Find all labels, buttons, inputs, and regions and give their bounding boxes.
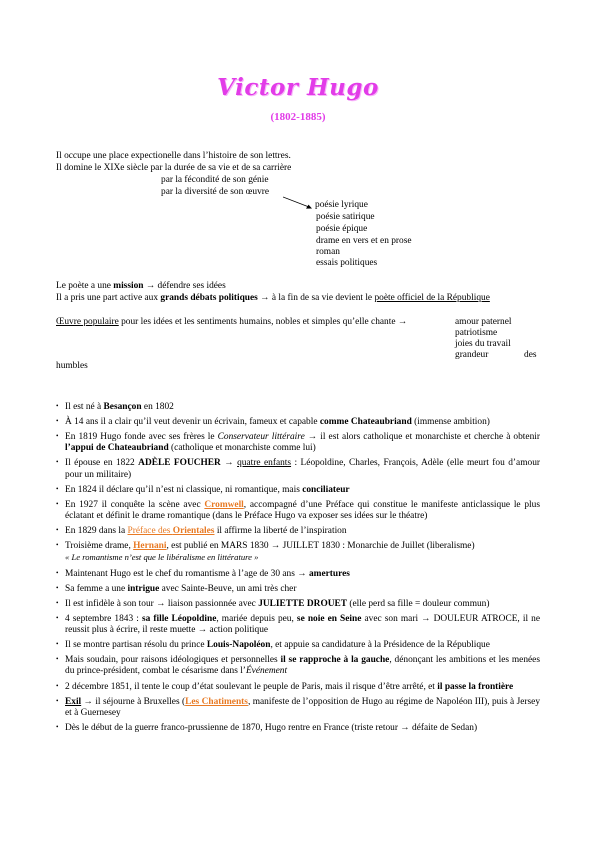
debats-bold: grands débats politiques (160, 293, 258, 303)
list-item: • En 1824 il déclare qu’il n’est ni classique, ni romantique, mais conciliateur (56, 485, 540, 496)
intro-line-3: par la fécondité de son génie (161, 175, 269, 185)
mission-word: mission (113, 281, 144, 291)
oeuvre-theme: joies du travail (455, 339, 511, 349)
list-item: • 4 septembre 1843 : sa fille Léopoldine, mariée depuis peu, se noie en Seine avec son mari → DOULEUR ATROCE, il ne reussit plus à écrire, il reste muette → action politique (56, 614, 540, 636)
work-link-cromwell[interactable]: Cromwell (204, 499, 244, 510)
mission-suffix: → défendre ses idées (143, 281, 226, 291)
debats-prefix: Il a pris une part active aux (56, 293, 161, 303)
genre-item: roman (316, 247, 340, 257)
debats-underlined: poète officiel de la République (374, 293, 490, 303)
work-link-hernani[interactable]: Hernani (133, 541, 167, 552)
life-dates: (1802-1885) (270, 111, 326, 123)
debats-line (56, 293, 490, 304)
genre-item: poésie satirique (316, 212, 375, 222)
oeuvre-theme: patriotisme (455, 328, 498, 338)
list-item: • Sa femme a une intrigue avec Sainte-Beuve, un ami très cher (56, 584, 540, 595)
list-item: • Troisième drame, Hernani, est publié en MARS 1830 → JUILLET 1830 : Monarchie de Juillet (liberalisme) « Le romantisme n’est que le libéralisme en littérature » (56, 541, 540, 564)
list-item: • Exil → il séjourne à Bruxelles (Les Chatiments, manifeste de l’opposition de Hugo au régime de Napoléon III), puis à Jersey et à Guernesey (56, 697, 540, 719)
biography-list (56, 402, 540, 738)
arrow-icon (283, 196, 313, 210)
list-item: • En 1829 dans la Préface des Orientales il affirme la liberté de l’inspiration (56, 526, 540, 537)
list-item: • Il se montre partisan résolu du prince Louis-Napoléon, et appuie sa candidature à la Présidence de la République (56, 640, 540, 651)
list-item: • Maintenant Hugo est le chef du romantisme à l’age de 30 ans → amertures (56, 569, 540, 580)
mission-line (56, 281, 226, 292)
list-item: • En 1819 Hugo fonde avec ses frères le Conservateur littéraire → il est alors catholique et monarchiste et cherche à obtenir l’appui de Chateaubriand (catholique et monarchiste comme lui) (56, 432, 540, 454)
work-link-preface[interactable]: Préface des (127, 526, 173, 537)
oeuvre-text: pour les idées et les sentiments humains, nobles et simples qu’elle chante → (118, 317, 408, 327)
list-item: • Il est né à Besançon en 1802 (56, 402, 540, 413)
list-item: • Il épouse en 1822 ADÈLE FOUCHER → quatre enfants : Léopoldine, Charles, François, Adèle (elle meurt fou d’amour pour un militaire) (56, 458, 540, 480)
list-item: • 2 décembre 1851, il tente le coup d’état soulevant le peuple de Paris, mais il risque d’être arrêté, et il passe la frontière (56, 682, 540, 693)
oeuvre-line (56, 317, 407, 328)
intro-line-4: par la diversité de son œuvre (161, 187, 270, 197)
intro-line-1: Il occupe une place expectionelle dans l’histoire de son lettres. (56, 151, 291, 161)
mission-prefix: Le poète a une (56, 281, 114, 291)
oeuvre-theme: amour paternel (455, 317, 512, 327)
intro-line-2: Il domine le XIXe siècle par la durée de sa vie et de sa carrière (56, 163, 292, 173)
genre-item: drame en vers et en prose (316, 236, 412, 246)
list-item: • Dès le début de la guerre franco-prussienne de 1870, Hugo rentre en France (triste retour → défaite de Sedan) (56, 723, 540, 734)
oeuvre-theme-last: grandeur (455, 350, 489, 360)
debats-middle: → à la fin de sa vie devient le (257, 293, 375, 303)
oeuvre-underlined: Œuvre populaire (56, 317, 119, 327)
oeuvre-theme-last: des (524, 350, 537, 360)
oeuvre-theme-last: humbles (56, 361, 88, 371)
genre-item: poésie épique (316, 224, 368, 234)
page-title: Victor Hugo (217, 74, 379, 101)
list-item: • En 1927 il conquête la scène avec Cromwell, accompagné d’une Préface qui constitue le manifeste anticlassique le plus éclatant et définit le drame romantique (dans le Préface Hugo va exposer ses idées sur le théatre) (56, 500, 540, 522)
genre-item: essais politiques (316, 258, 378, 268)
list-item: • Mais soudain, pour raisons idéologiques et personnelles il se rapproche à la gauche, dénonçant les ambitions et les menées du prince-président, combat le césarisme dans l’Événement (56, 655, 540, 677)
genre-item: poésie lyrique (315, 200, 368, 210)
list-item: • Il est infidèle à son tour → liaison passionnée avec JULIETTE DROUET (elle perd sa fille = douleur commun) (56, 599, 540, 610)
list-item: • À 14 ans il a clair qu’il veut devenir un écrivain, fameux et capable comme Chateaubriand (immense ambition) (56, 417, 540, 428)
work-link-chatiments[interactable]: Les Chatiments (185, 696, 248, 707)
work-link-orientales[interactable]: Orientales (172, 526, 215, 537)
